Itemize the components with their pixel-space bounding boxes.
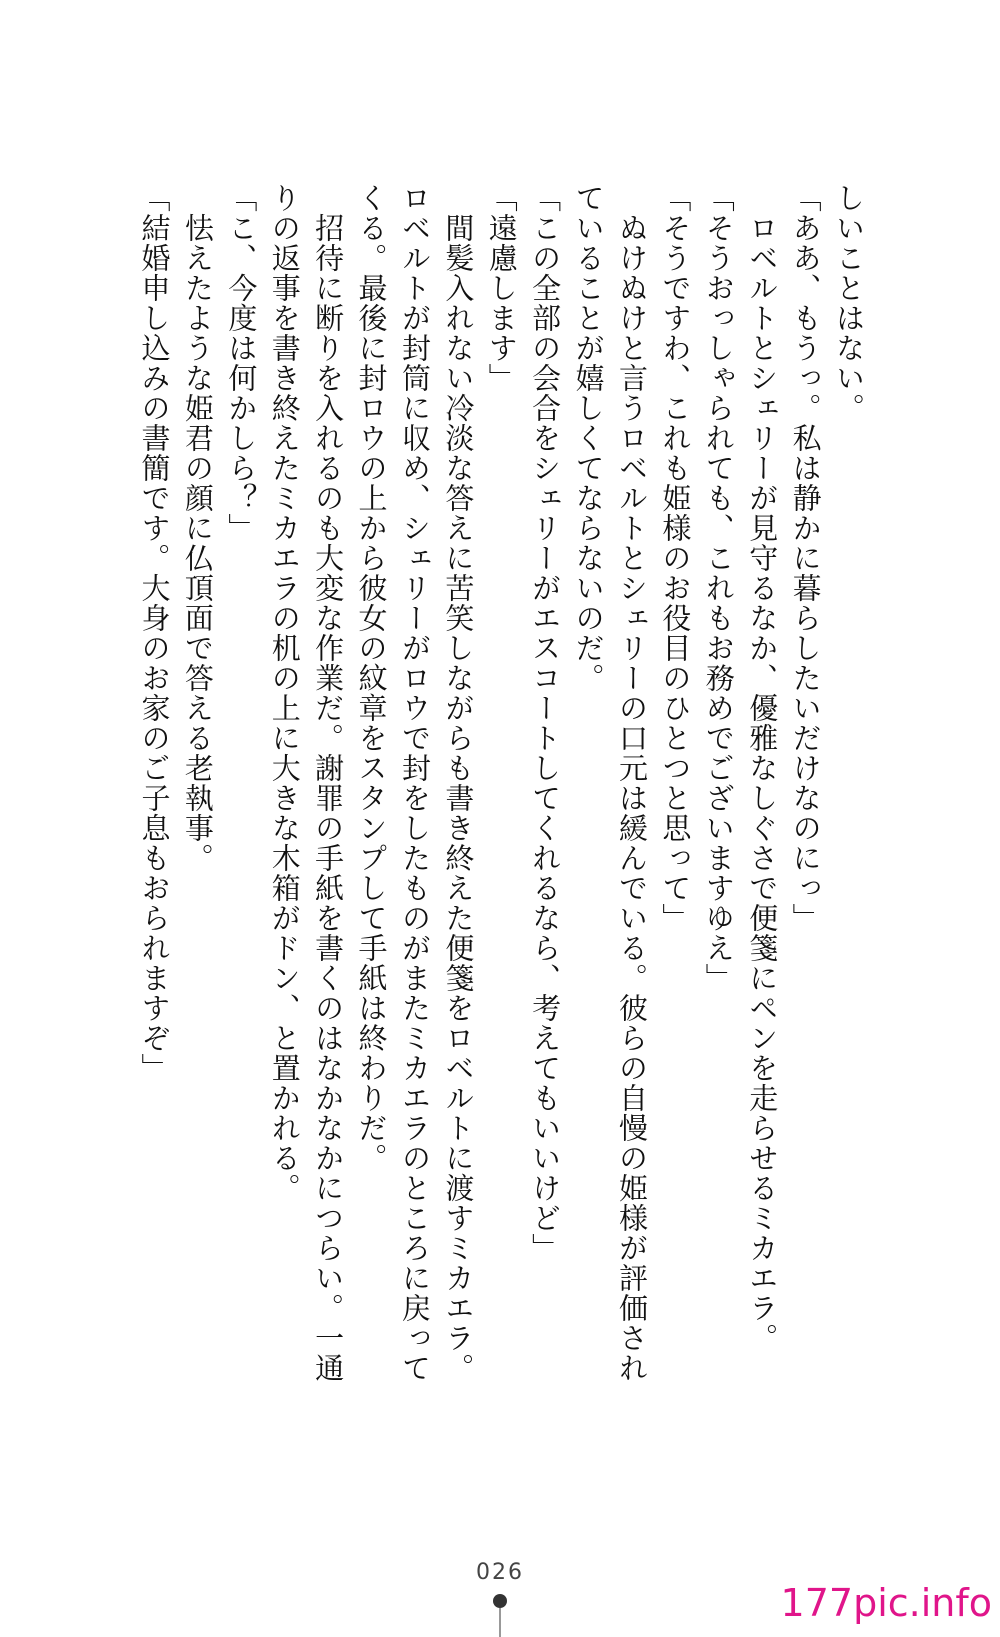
text-line: ぬけぬけと言うロベルトとシェリーの口元は緩んでいる。彼らの自慢の姫様が評価され	[614, 183, 649, 1383]
text-line: 「この全部の会合をシェリーがエスコートしてくれるなら、考えてもいいけど」	[528, 183, 563, 1263]
text-line: 「そうおっしゃられても、これもお務めでございますゆえ」	[701, 183, 736, 993]
text-line: 招待に断りを入れるのも大変な作業だ。謝罪の手紙を書くのはなかなかにつらい。一通	[311, 183, 346, 1383]
text-line: ロベルトとシェリーが見守るなか、優雅なしぐさで便箋にペンを走らせるミカエラ。	[745, 183, 780, 1353]
text-line: 「ああ、もうっ。私は静かに暮らしたいだけなのにっ」	[788, 183, 823, 933]
text-line: りの返事を書き終えたミカエラの机の上に大きな木箱がドン、と置かれる。	[267, 183, 302, 1203]
text-line: しいことはない。	[832, 183, 866, 423]
text-line: 間髪入れない冷淡な答えに苦笑しながらも書き終えた便箋をロベルトに渡すミカエラ。	[441, 183, 476, 1383]
page-marker-line	[499, 1608, 501, 1637]
text-line: 怯えたような姫君の顔に仏頂面で答える老執事。	[180, 183, 215, 873]
watermark: 177pic.info	[780, 1581, 992, 1625]
text-line: ロベルトが封筒に収め、シェリーがロウで封をしたものがまたミカエラのところに戻って	[397, 183, 432, 1383]
vertical-text-block	[132, 183, 870, 1383]
text-line: 「遠慮します」	[484, 183, 519, 393]
text-line: 「結婚申し込みの書簡です。大身のお家のご子息もおられますぞ」	[137, 183, 172, 1083]
text-line: ていることが嬉しくてならないのだ。	[571, 183, 606, 693]
page-number: 026	[476, 1560, 524, 1585]
text-line: 「こ、今度は何かしら？」	[224, 183, 259, 543]
text-line: くる。最後に封ロウの上から彼女の紋章をスタンプして手紙は終わりだ。	[354, 183, 389, 1173]
page-marker-dot	[493, 1594, 507, 1608]
text-line: 「そうですわ、これも姫様のお役目のひとつと思って」	[658, 183, 693, 933]
